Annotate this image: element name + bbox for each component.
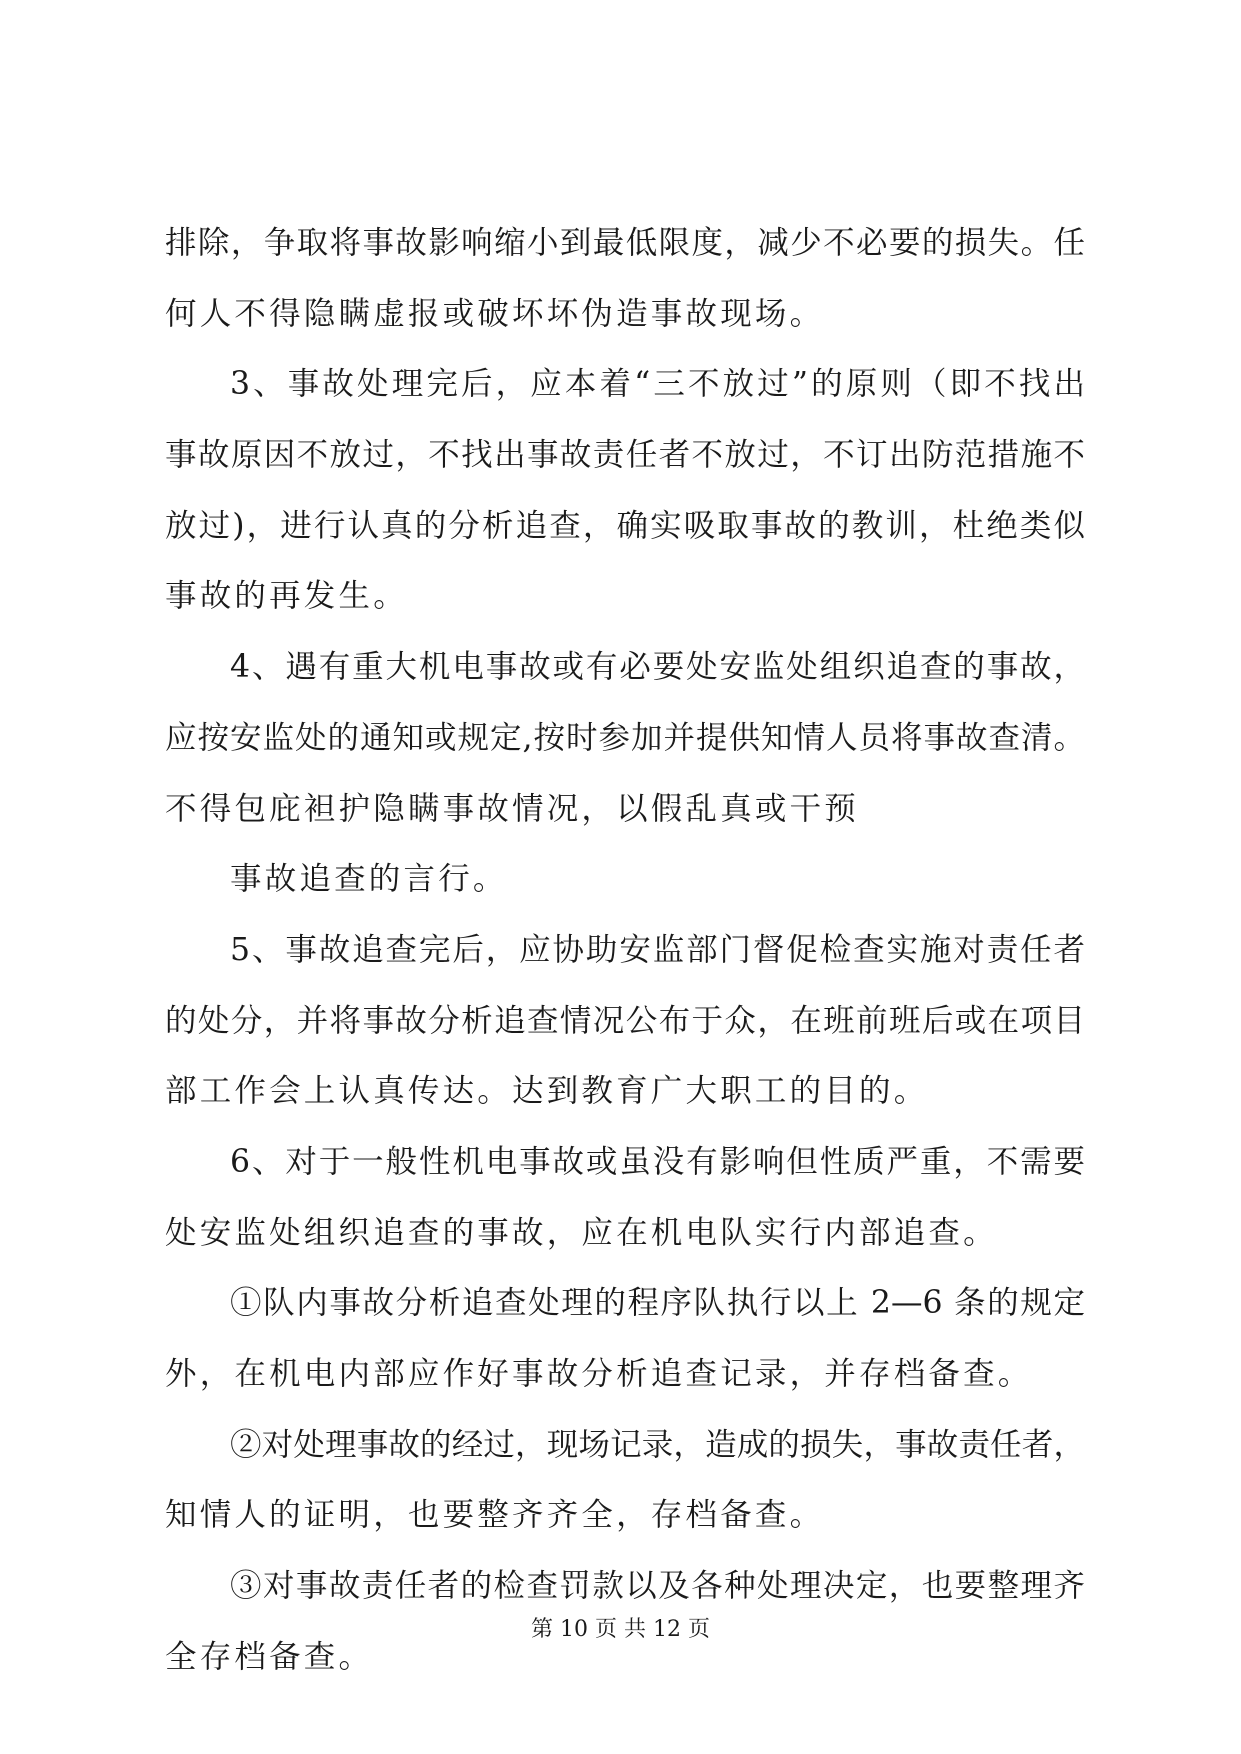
text-line: 全存档备查。	[165, 1638, 374, 1675]
text-line: 3、事故处理完后，应本着“三不放过”的原则（即不找出	[230, 366, 1085, 403]
text-line: 5、事故追查完后，应协助安监部门督促检查实施对责任者	[230, 931, 1085, 968]
text-line: 何人不得隐瞒虚报或破坏坏伪造事故现场。	[165, 295, 825, 332]
text-line: 6、对于一般性机电事故或虽没有影响但性质严重，不需要	[230, 1143, 1085, 1180]
document-body	[165, 225, 1085, 1712]
text-line: 事故追查的言行。	[230, 861, 508, 898]
text-line: 4、遇有重大机电事故或有必要处安监处组织追查的事故，	[230, 649, 1085, 686]
text-line: 的处分，并将事故分析追查情况公布于众，在班前班后或在项目	[165, 1002, 1085, 1039]
text-line: 事故原因不放过，不找出事故责任者不放过，不订出防范措施不	[165, 437, 1085, 474]
text-line: ③对事故责任者的检查罚款以及各种处理决定，也要整理齐	[230, 1568, 1085, 1605]
text-line: 排除，争取将事故影响缩小到最低限度，减少不必要的损失。任	[165, 225, 1085, 261]
text-line: 事故的再发生。	[165, 578, 408, 615]
page-number-footer: 第 10 页 共 12 页	[531, 1617, 710, 1642]
text-line: 部工作会上认真传达。达到教育广大职工的目的。	[165, 1073, 929, 1110]
text-line: 不得包庇袒护隐瞒事故情况，以假乱真或干预	[165, 790, 860, 827]
text-line: 处安监处组织追查的事故，应在机电队实行内部追查。	[165, 1214, 998, 1251]
text-line: 放过)，进行认真的分析追查，确实吸取事故的教训，杜绝类似	[165, 507, 1085, 544]
text-line: 应按安监处的通知或规定,按时参加并提供知情人员将事故查清。	[165, 719, 1085, 756]
text-line: ①队内事故分析追查处理的程序队执行以上 2—6 条的规定	[230, 1285, 1085, 1322]
text-line: 外，在机电内部应作好事故分析追查记录，并存档备查。	[165, 1356, 1033, 1392]
text-line: 知情人的证明，也要整齐齐全，存档备查。	[165, 1497, 825, 1534]
text-line: ②对处理事故的经过，现场记录，造成的损失，事故责任者，	[230, 1426, 1085, 1463]
